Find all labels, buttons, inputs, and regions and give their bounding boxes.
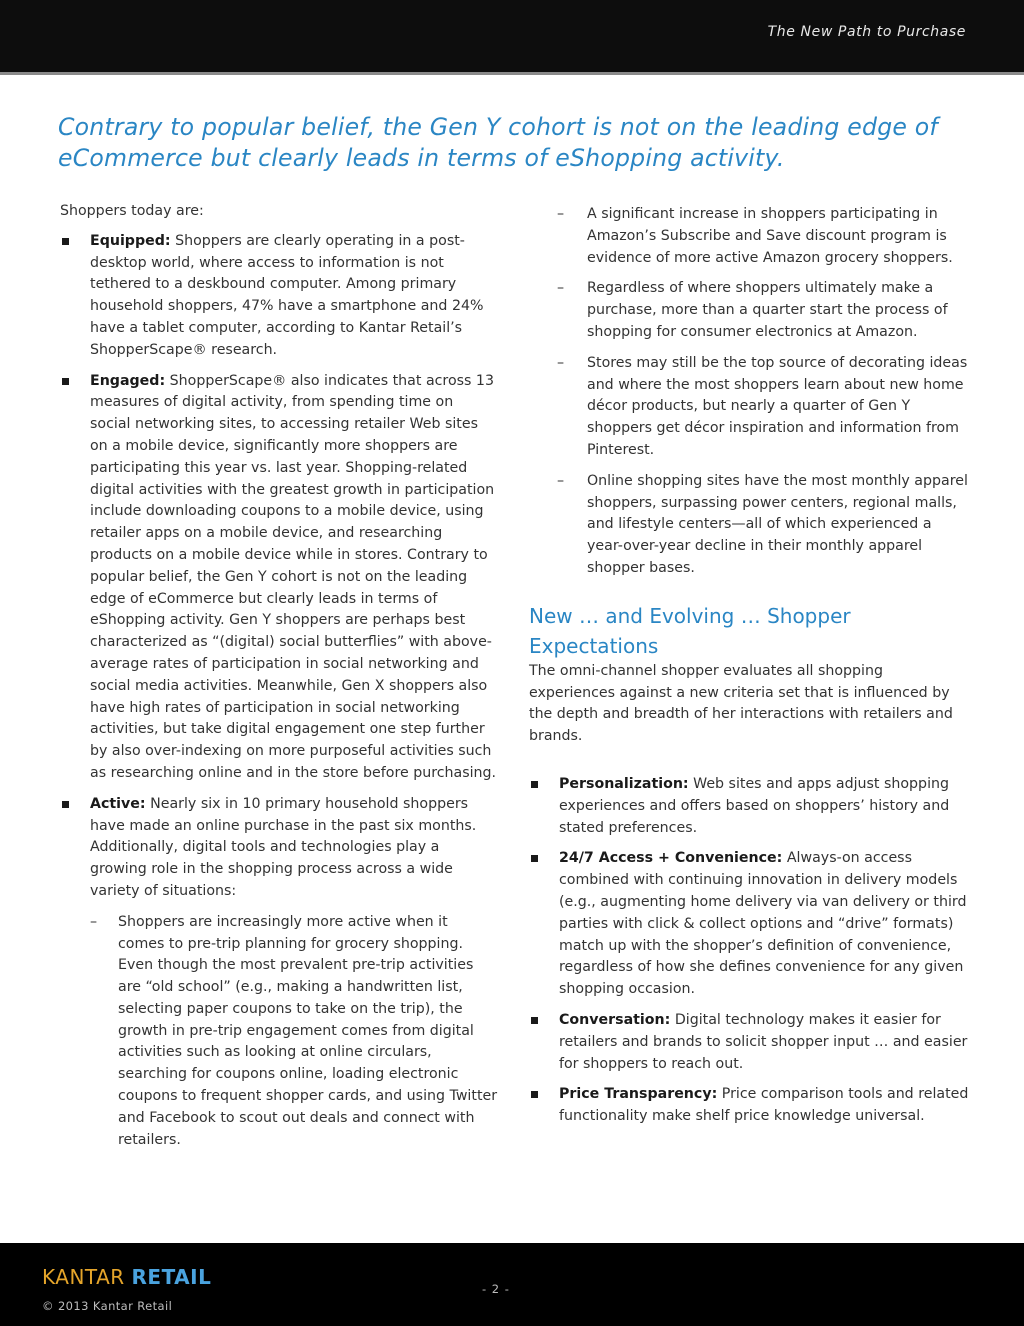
bullet-equipped: [60, 231, 498, 362]
bullet-personalization: [529, 774, 969, 839]
dash-item: [529, 471, 969, 580]
bullet-label: Price Transparency:: [559, 1086, 718, 1103]
square-bullet-icon: [62, 378, 69, 385]
square-bullet-icon: [531, 781, 538, 788]
bullet-text: Digital technology makes it easier for retailers and brands to solicit shopper input … and easier for shoppers to reach out.: [559, 1011, 968, 1072]
square-bullet-icon: [531, 855, 538, 862]
logo-kantar-text: KANTAR: [42, 1265, 125, 1289]
square-bullet-icon: [62, 238, 69, 245]
bullet-label: Conversation:: [559, 1011, 671, 1028]
sub-bullet-pretrip: [60, 912, 498, 1152]
left-column: [60, 201, 498, 1160]
footer-bar: [0, 1243, 1024, 1326]
section-paragraph: The omni-channel shopper evaluates all shopping experiences against a new criteria set that is influenced by the depth and breadth of her interactions with retailers and brands.: [529, 662, 953, 745]
sub-bullet-text: Shoppers are increasingly more active when it comes to pre-trip planning for grocery shopping. Even though the most prevalent pre-trip activities are “old school” (e.g., making a handwritten list, selecting paper coupons to take on the trip), the growth in pre-trip engagement comes from digital activities such as looking at online circulars, searching for coupons online, loading electronic coupons to frequent shopper cards, and using Twitter and Facebook to scout out deals and connect with retailers.: [118, 913, 498, 1148]
bullet-label: Personalization:: [559, 775, 689, 792]
section-heading: New … and Evolving … Shopper Expectations: [529, 603, 851, 658]
header-bar: [0, 0, 1024, 75]
dash-item-text: Online shopping sites have the most monthly apparel shoppers, surpassing power centers, regional malls, and lifestyle centers—all of which experienced a year-over-year decline in their monthly apparel shopper bases.: [587, 472, 968, 576]
bullet-text: Web sites and apps adjust shopping experiences and offers based on shoppers’ history and stated preferences.: [559, 775, 950, 836]
bullet-text: Always-on access combined with continuing innovation in delivery models (e.g., augmenting home delivery via van delivery or third parties with click & collect options and “drive” formats) match up with the shopper’s definition of convenience, regardless of how she defines convenience for any given shopping occasion.: [559, 850, 967, 998]
bullet-conversation: [529, 1010, 969, 1075]
square-bullet-icon: [531, 1091, 538, 1098]
dash-bullet-icon: –: [557, 280, 565, 297]
square-bullet-icon: [531, 1017, 538, 1024]
dash-item: [529, 353, 969, 462]
bullet-price-transparency: [529, 1084, 969, 1128]
dash-item-text: Regardless of where shoppers ultimately make a purchase, more than a quarter start the process of shopping for consumer electronics at Amazon.: [587, 280, 948, 340]
square-bullet-icon: [62, 801, 69, 808]
left-bullet-list: [60, 231, 498, 1152]
bullet-active: [60, 794, 498, 903]
dash-item-text: A significant increase in shoppers participating in Amazon’s Subscribe and Save discount program is evidence of more active Amazon grocery shoppers.: [587, 206, 953, 266]
dash-item: [529, 278, 969, 343]
bullet-label: 24/7 Access + Convenience:: [559, 850, 783, 867]
bullet-text: Nearly six in 10 primary household shoppers have made an online purchase in the past six months. Additionally, digital tools and technologies play a growing role in the shopping process across a wide variety of situations:: [90, 795, 477, 899]
kantar-retail-logo: [42, 1265, 211, 1289]
bullet-label: Active:: [90, 795, 146, 812]
bullet-access-convenience: [529, 848, 969, 1001]
bullet-text: Price comparison tools and related functionality make shelf price knowledge universal.: [559, 1086, 969, 1125]
dash-bullet-icon: –: [557, 472, 565, 489]
headline: Contrary to popular belief, the Gen Y cohort is not on the leading edge of eCommerce but clearly leads in terms of eShopping activity.: [58, 113, 938, 172]
bullet-label: Equipped:: [90, 232, 171, 249]
document-title: The New Path to Purchase: [767, 24, 966, 40]
bullet-text: ShopperScape® also indicates that across 13 measures of digital activity, from spending time on social networking sites, to accessing retailer Web sites on a mobile device, significantly more shoppers are participating this year vs. last year. Shopping-related digital activities with the greatest growth in participation include downloading coupons to a mobile device, using retailer apps on a mobile device, and researching products on a mobile device while in stores. Contrary to popular belief, the Gen Y cohort is not on the leading edge of eCommerce but clearly leads in terms of eShopping activity. Gen Y shoppers are perhaps best characterized as “(digital) social butterflies” with above-average rates of participation in social networking and social media activities. Meanwhile, Gen X shoppers also have high rates of participation in social networking activities, but take digital engagement one step further by also over-indexing on more purposeful activities such as researching online and in the store before purchasing.: [90, 372, 497, 781]
page-number: - 2 -: [482, 1282, 510, 1296]
right-dash-list: [529, 204, 969, 580]
bullet-engaged: [60, 371, 498, 785]
intro-text: Shoppers today are:: [60, 203, 204, 219]
logo-retail-text: RETAIL: [131, 1265, 212, 1289]
right-bullet-list: [529, 774, 969, 1128]
copyright-text: © 2013 Kantar Retail: [42, 1299, 173, 1313]
dash-bullet-icon: –: [90, 913, 98, 930]
dash-bullet-icon: –: [557, 354, 565, 371]
right-column: [529, 204, 969, 1137]
dash-item: [529, 204, 969, 269]
bullet-label: Engaged:: [90, 372, 166, 389]
dash-item-text: Stores may still be the top source of decorating ideas and where the most shoppers learn about new home décor products, but nearly a quarter of Gen Y shoppers get décor inspiration and information from Pinterest.: [587, 354, 968, 458]
dash-bullet-icon: –: [557, 206, 565, 222]
bullet-text: Shoppers are clearly operating in a post-desktop world, where access to information is not tethered to a deskbound computer. Among primary household shoppers, 47% have a smartphone and 24% have a tablet computer, according to Kantar Retail’s ShopperScape® research.: [90, 232, 484, 358]
